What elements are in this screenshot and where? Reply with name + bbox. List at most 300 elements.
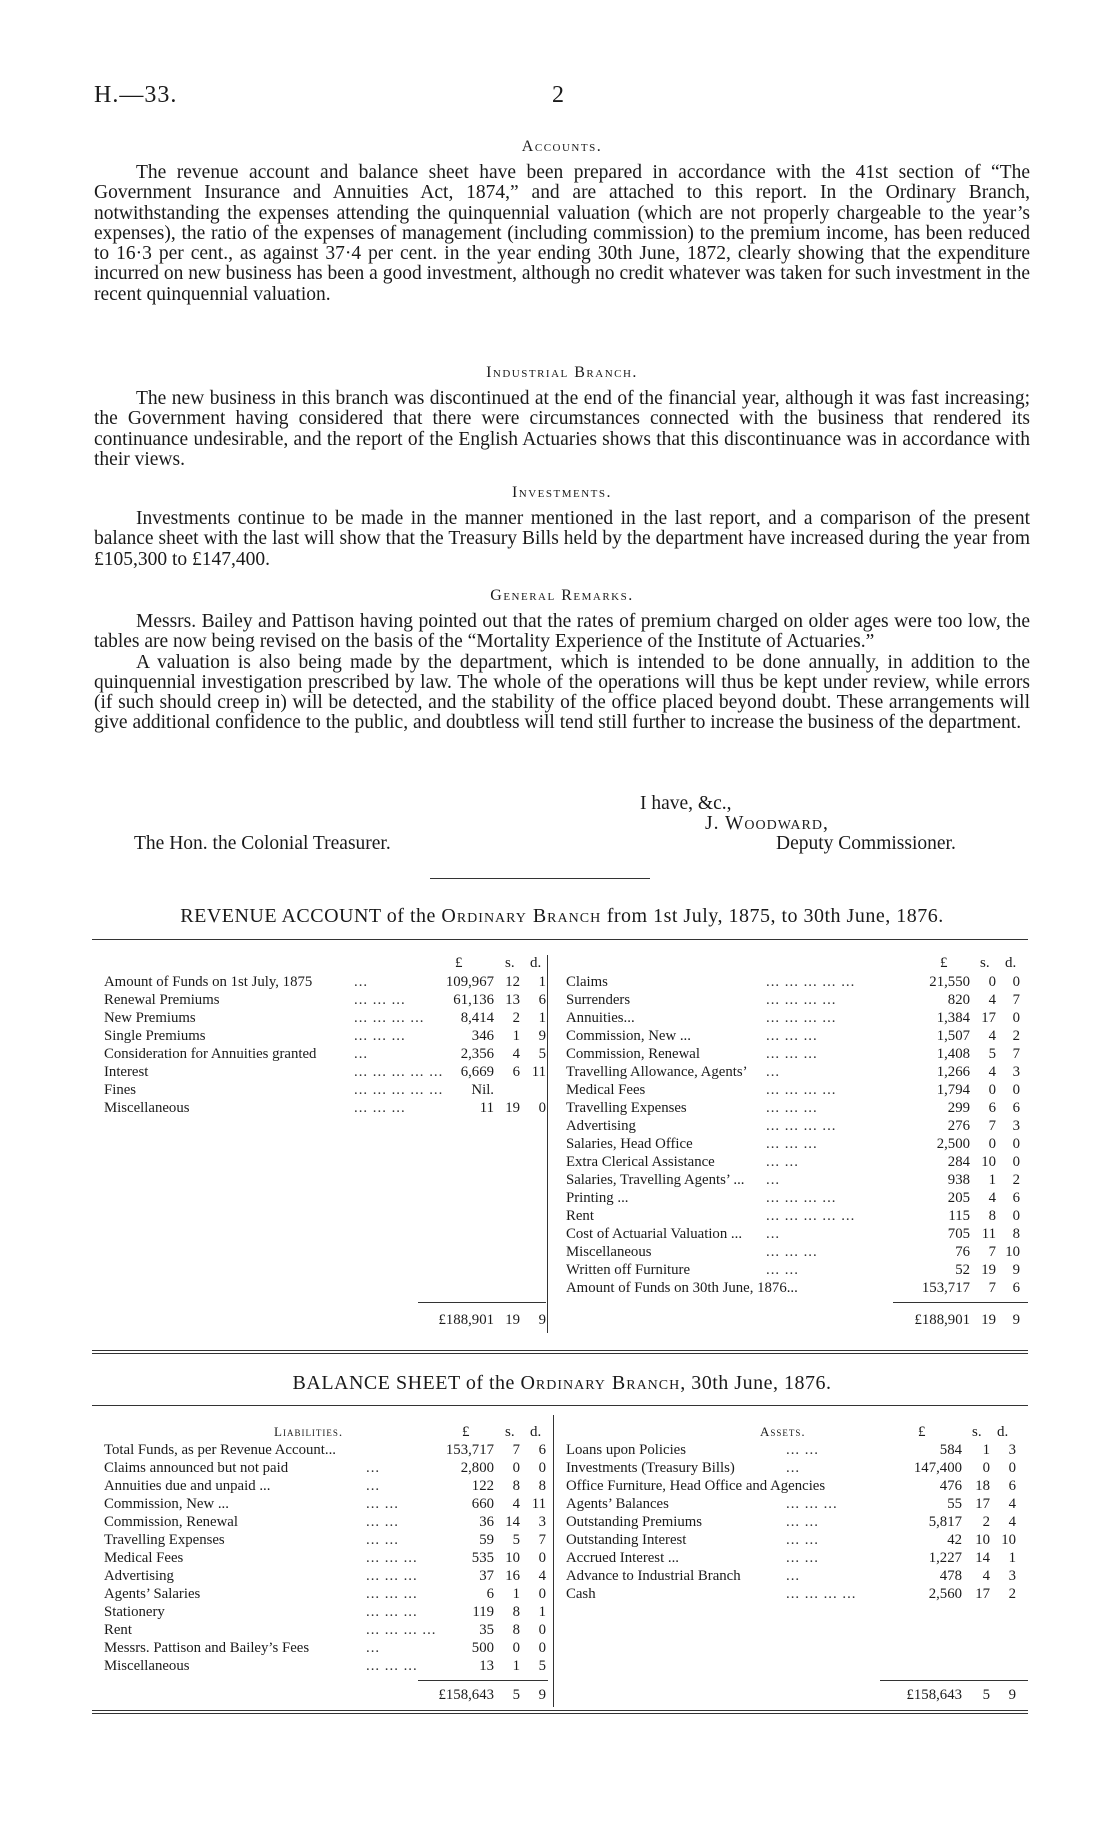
item-pounds: 478 <box>939 1568 962 1584</box>
item-pence: 6 <box>538 992 546 1008</box>
item-label: Renewal Premiums <box>104 992 220 1008</box>
liab-total-rule <box>418 1680 548 1681</box>
leader-dots: ... <box>766 1226 781 1242</box>
revenue-left-total <box>104 1311 549 1329</box>
item-pounds: 42 <box>947 1532 962 1548</box>
item-shillings: 7 <box>512 1442 520 1458</box>
balance-title-suffix: , 30th June, 1876. <box>680 1372 832 1394</box>
item-label: Cost of Actuarial Valuation ... <box>566 1226 743 1242</box>
industrial-heading: Industrial Branch. <box>486 364 638 381</box>
item-shillings: 0 <box>512 1460 520 1476</box>
ledger-row <box>104 1621 549 1639</box>
ledger-row <box>566 1225 1028 1243</box>
item-pence: 3 <box>1012 1118 1020 1134</box>
balance-bottom-rule-2 <box>92 1713 1028 1714</box>
item-shillings: 19 <box>981 1262 996 1278</box>
investments-heading: Investments. <box>511 484 613 501</box>
item-label: Travelling Allowance, Agents’ <box>566 1064 748 1080</box>
revenue-title <box>94 905 1030 928</box>
item-pounds: 284 <box>947 1154 970 1170</box>
item-pounds: 52 <box>955 1262 970 1278</box>
item-pence: 6 <box>538 1442 546 1458</box>
item-shillings: 10 <box>975 1532 990 1548</box>
item-pounds: 36 <box>479 1514 494 1530</box>
item-label: Total Funds, as per Revenue Account... <box>104 1442 336 1458</box>
item-pence: 9 <box>538 1028 546 1044</box>
total-shillings: 5 <box>512 1687 520 1703</box>
item-label: Outstanding Premiums <box>566 1514 703 1530</box>
ledger-row <box>104 1585 549 1603</box>
item-pounds: 1,408 <box>936 1046 970 1062</box>
item-pence: 10 <box>1001 1532 1016 1548</box>
item-shillings: 13 <box>505 992 520 1008</box>
total-shillings: 5 <box>982 1687 990 1703</box>
item-pounds: 660 <box>471 1496 494 1512</box>
item-label: Stationery <box>104 1604 165 1620</box>
item-label: Advance to Industrial Branch <box>566 1568 741 1584</box>
item-pence: 0 <box>1008 1460 1016 1476</box>
item-pence: 11 <box>531 1064 546 1080</box>
item-shillings: 16 <box>505 1568 520 1584</box>
item-pounds: 205 <box>947 1190 970 1206</box>
item-pounds: 476 <box>939 1478 962 1494</box>
item-label: Cash <box>566 1586 596 1602</box>
item-shillings: 1 <box>512 1028 520 1044</box>
item-label: Investments (Treasury Bills) <box>566 1460 735 1476</box>
revenue-left-pence-head: d. <box>530 955 542 971</box>
item-pence: 0 <box>1012 1154 1020 1170</box>
ledger-row <box>104 1063 549 1081</box>
item-pence: 0 <box>1012 1082 1020 1098</box>
liabilities-total <box>104 1686 549 1704</box>
ledger-row <box>566 1495 1028 1513</box>
item-shillings: 0 <box>988 1082 996 1098</box>
item-pounds: 2,356 <box>460 1046 494 1062</box>
balance-center-rule <box>553 1415 554 1707</box>
item-shillings: 4 <box>512 1496 520 1512</box>
liab-shillings-head: s. <box>505 1424 515 1440</box>
item-shillings: 19 <box>505 1100 520 1116</box>
item-pounds: 21,550 <box>929 974 970 990</box>
item-shillings: 2 <box>982 1514 990 1530</box>
leader-dots: ... ... ... <box>354 1028 406 1044</box>
leader-dots: ... ... ... <box>354 992 406 1008</box>
item-pence: 1 <box>538 1604 546 1620</box>
item-shillings: 8 <box>988 1208 996 1224</box>
item-pounds: 122 <box>471 1478 494 1494</box>
item-pence: 8 <box>538 1478 546 1494</box>
item-label: Loans upon Policies <box>566 1442 687 1458</box>
item-label: Amount of Funds on 1st July, 1875 <box>104 974 313 990</box>
item-pence: 4 <box>538 1568 546 1584</box>
ledger-row <box>104 1639 549 1657</box>
leader-dots: ... ... ... <box>766 1244 818 1260</box>
ledger-row <box>104 1567 549 1585</box>
balance-bottom-rule <box>92 1710 1028 1711</box>
item-shillings: 8 <box>512 1622 520 1638</box>
total-pence: 9 <box>538 1312 546 1328</box>
item-pounds: 13 <box>479 1658 494 1674</box>
item-pounds: 1,794 <box>936 1082 970 1098</box>
leader-dots: ... ... ... <box>366 1568 418 1584</box>
item-shillings: 2 <box>512 1010 520 1026</box>
item-label: Miscellaneous <box>566 1244 652 1260</box>
page-header <box>94 82 1034 112</box>
item-pounds: 119 <box>472 1604 494 1620</box>
item-label: Advertising <box>566 1118 636 1134</box>
leader-dots: ... <box>766 1172 781 1188</box>
revenue-right-shillings-head: s. <box>980 955 990 971</box>
leader-dots: ... <box>786 1460 801 1476</box>
revenue-right-total-rule <box>893 1302 1028 1303</box>
item-pounds: 153,717 <box>921 1280 970 1296</box>
leader-dots: ... ... ... <box>786 1496 838 1512</box>
item-pounds: 2,560 <box>928 1586 962 1602</box>
liabilities-list <box>104 1441 549 1675</box>
ledger-row <box>566 1441 1028 1459</box>
item-pence: 4 <box>1008 1514 1016 1530</box>
leader-dots: ... ... ... ... <box>766 992 837 1008</box>
item-pence: 0 <box>538 1100 546 1116</box>
item-pounds: 35 <box>479 1622 494 1638</box>
assets-heading: Assets. <box>760 1424 806 1439</box>
leader-dots: ... ... <box>766 1154 799 1170</box>
item-pounds: 6 <box>486 1586 494 1602</box>
addressee: The Hon. the Colonial Treasurer. <box>134 833 391 854</box>
item-shillings: 0 <box>512 1640 520 1656</box>
total-pounds: £158,643 <box>438 1687 494 1703</box>
leader-dots: ... ... <box>366 1532 399 1548</box>
accounts-paragraph: The revenue account and balance sheet have been prepared in accordance with the 41st section of “The Government Insurance and Annuities Act, 1874,” and are attached to this report. In the Ordinary Branch, notwithstanding the expenses attending the quinquennial valuation (which are not properly chargeable to the year’s expenses), the ratio of the expenses of management (including commission) to the premium income, has been reduced to 16·3 per cent., as against 37·4 per cent. in the year ending 30th June, 1872, clearly showing that the expenditure incurred on new business has been a good investment, although no credit whatever was taken for such investment in the recent quinquennial valuation. <box>94 162 1030 305</box>
item-shillings: 7 <box>988 1280 996 1296</box>
item-pounds: Nil. <box>471 1082 494 1098</box>
item-shillings: 11 <box>981 1226 996 1242</box>
accounts-heading: Accounts. <box>521 138 603 155</box>
ledger-row <box>566 1261 1028 1279</box>
item-label: Advertising <box>104 1568 174 1584</box>
item-pence: 8 <box>1012 1226 1020 1242</box>
ledger-row <box>566 1567 1028 1585</box>
general-paragraph-2: A valuation is also being made by the department, which is intended to be done annually, in addition to the quinquennial investigation prescribed by law. The whole of the operations will thus be kept under review, while errors (if such should creep in) will be detected, and the stability of the office placed beyond doubt. These arrangements will give additional confidence to the public, and doubtless will tend still further to increase the business of the department. <box>94 651 1030 734</box>
total-shillings: 19 <box>981 1312 996 1328</box>
item-shillings: 8 <box>512 1478 520 1494</box>
divider <box>430 878 650 879</box>
ledger-row <box>566 1477 1028 1495</box>
ledger-row <box>566 1171 1028 1189</box>
ledger-row <box>104 1531 549 1549</box>
item-label: Medical Fees <box>104 1550 184 1566</box>
leader-dots: ... ... ... <box>354 1100 406 1116</box>
item-pounds: 1,227 <box>928 1550 962 1566</box>
item-pence: 7 <box>1012 992 1020 1008</box>
item-shillings: 5 <box>512 1532 520 1548</box>
item-pence: 11 <box>531 1496 546 1512</box>
signatory-name: J. Woodward, <box>705 813 829 834</box>
liab-pence-head: d. <box>530 1424 542 1440</box>
leader-dots: ... ... ... <box>766 1028 818 1044</box>
item-shillings: 17 <box>981 1010 996 1026</box>
item-pounds: 8,414 <box>460 1010 494 1026</box>
item-label: Fines <box>104 1082 137 1098</box>
general-heading: General Remarks. <box>490 587 634 604</box>
ledger-row <box>104 973 549 991</box>
revenue-payments <box>566 973 1028 1297</box>
ledger-row <box>104 1045 549 1063</box>
ledger-row <box>104 1477 549 1495</box>
item-label: Claims announced but not paid <box>104 1460 289 1476</box>
item-label: Rent <box>566 1208 594 1224</box>
ledger-row <box>566 1117 1028 1135</box>
item-shillings: 6 <box>988 1100 996 1116</box>
leader-dots: ... ... <box>786 1532 819 1548</box>
leader-dots: ... ... ... ... ... <box>766 1208 856 1224</box>
item-pounds: 1,266 <box>936 1064 970 1080</box>
ledger-row <box>104 1459 549 1477</box>
ledger-row <box>566 1243 1028 1261</box>
ledger-row <box>104 1549 549 1567</box>
item-label: Commission, Renewal <box>104 1514 238 1530</box>
leader-dots: ... ... <box>366 1496 399 1512</box>
liabilities-heading: Liabilities. <box>274 1424 344 1439</box>
item-pence: 5 <box>538 1658 546 1674</box>
balance-title-prefix: BALANCE SHEET of the <box>292 1372 515 1394</box>
balance-title-branch: Ordinary Branch <box>520 1372 681 1394</box>
item-pounds: 2,500 <box>936 1136 970 1152</box>
leader-dots: ... ... ... <box>366 1658 418 1674</box>
ledger-row <box>104 1099 549 1117</box>
item-pence: 6 <box>1012 1100 1020 1116</box>
leader-dots: ... <box>766 1064 781 1080</box>
leader-dots: ... ... ... ... <box>766 1010 837 1026</box>
item-shillings: 4 <box>988 992 996 1008</box>
item-pence: 0 <box>538 1586 546 1602</box>
item-pence: 5 <box>538 1046 546 1062</box>
item-shillings: 4 <box>982 1568 990 1584</box>
revenue-left-pounds-head: £ <box>455 955 463 971</box>
revenue-right-total <box>566 1311 1028 1329</box>
page-number: 2 <box>552 82 564 108</box>
revenue-top-rule <box>92 939 1028 940</box>
asset-total-rule <box>880 1680 1028 1681</box>
leader-dots: ... ... ... ... <box>766 1118 837 1134</box>
asset-pounds-head: £ <box>918 1424 926 1440</box>
revenue-bottom-rule <box>92 1350 1028 1351</box>
industrial-section <box>94 389 1030 470</box>
item-shillings: 10 <box>505 1550 520 1566</box>
item-pounds: 535 <box>471 1550 494 1566</box>
item-shillings: 1 <box>512 1658 520 1674</box>
item-pence: 0 <box>1012 1010 1020 1026</box>
asset-pence-head: d. <box>997 1424 1009 1440</box>
accounts-section <box>94 163 1030 305</box>
total-pence: 9 <box>1012 1312 1020 1328</box>
ledger-row <box>566 1549 1028 1567</box>
leader-dots: ... ... <box>786 1442 819 1458</box>
item-label: Written off Furniture <box>566 1262 691 1278</box>
leader-dots: ... <box>366 1460 381 1476</box>
item-pounds: 11 <box>479 1100 494 1116</box>
item-pounds: 1,507 <box>936 1028 970 1044</box>
total-pounds: £188,901 <box>914 1312 970 1328</box>
item-pounds: 584 <box>939 1442 962 1458</box>
leader-dots: ... ... ... ... <box>354 1010 425 1026</box>
revenue-left-shillings-head: s. <box>505 955 515 971</box>
item-pounds: 59 <box>479 1532 494 1548</box>
item-shillings: 14 <box>505 1514 520 1530</box>
item-pence: 2 <box>1012 1172 1020 1188</box>
leader-dots: ... <box>366 1478 381 1494</box>
leader-dots: ... ... ... <box>766 1100 818 1116</box>
ledger-row <box>566 991 1028 1009</box>
ledger-row <box>566 1585 1028 1603</box>
item-shillings: 4 <box>512 1046 520 1062</box>
item-pence: 1 <box>538 1010 546 1026</box>
item-pounds: 55 <box>947 1496 962 1512</box>
item-pence: 2 <box>1012 1028 1020 1044</box>
item-pence: 2 <box>1008 1586 1016 1602</box>
item-label: Extra Clerical Assistance <box>566 1154 715 1170</box>
leader-dots: ... ... ... <box>366 1604 418 1620</box>
asset-shillings-head: s. <box>972 1424 982 1440</box>
item-pence: 7 <box>538 1532 546 1548</box>
ledger-row <box>566 1279 1028 1297</box>
item-pounds: 346 <box>471 1028 494 1044</box>
ledger-row <box>566 973 1028 991</box>
item-label: Annuities due and unpaid ... <box>104 1478 271 1494</box>
item-label: Commission, New ... <box>104 1496 229 1512</box>
item-shillings: 4 <box>988 1028 996 1044</box>
ledger-row <box>104 1441 549 1459</box>
item-pounds: 153,717 <box>445 1442 494 1458</box>
investments-paragraph: Investments continue to be made in the manner mentioned in the last report, and a comparison of the present balance sheet with the last will show that the Treasury Bills held by the department have increased during the year from £105,300 to £147,400. <box>94 508 1030 570</box>
revenue-receipts <box>104 973 549 1117</box>
ledger-row <box>104 1027 549 1045</box>
item-shillings: 0 <box>982 1460 990 1476</box>
leader-dots: ... <box>354 974 369 990</box>
ledger-row <box>566 1531 1028 1549</box>
item-pence: 0 <box>538 1640 546 1656</box>
item-shillings: 0 <box>988 1136 996 1152</box>
revenue-bottom-rule-2 <box>92 1353 1028 1354</box>
item-shillings: 17 <box>975 1586 990 1602</box>
item-label: Annuities... <box>566 1010 635 1026</box>
item-shillings: 8 <box>512 1604 520 1620</box>
item-label: Salaries, Travelling Agents’ ... <box>566 1172 745 1188</box>
leader-dots: ... <box>354 1046 369 1062</box>
item-pounds: 109,967 <box>445 974 494 990</box>
item-pence: 6 <box>1012 1280 1020 1296</box>
item-pounds: 147,400 <box>913 1460 962 1476</box>
item-shillings: 1 <box>988 1172 996 1188</box>
ledger-row <box>566 1207 1028 1225</box>
item-pounds: 61,136 <box>453 992 494 1008</box>
item-pence: 1 <box>538 974 546 990</box>
revenue-title-prefix: REVENUE ACCOUNT of the <box>180 905 436 927</box>
balance-title <box>94 1372 1030 1395</box>
general-paragraph-1: Messrs. Bailey and Pattison having pointed out that the rates of premium charged on older ages were too low, the tables are now being revised on the basis of the “Mortality Experience of the Institute of Actuaries.” <box>94 611 1030 653</box>
ledger-row <box>566 1045 1028 1063</box>
leader-dots: ... ... <box>786 1514 819 1530</box>
item-shillings: 4 <box>988 1190 996 1206</box>
item-shillings: 5 <box>988 1046 996 1062</box>
ledger-row <box>104 1495 549 1513</box>
item-label: Salaries, Head Office <box>566 1136 693 1152</box>
item-shillings: 14 <box>975 1550 990 1566</box>
revenue-left-total-rule <box>418 1302 546 1303</box>
item-shillings: 6 <box>512 1064 520 1080</box>
item-pence: 3 <box>1008 1568 1016 1584</box>
item-shillings: 17 <box>975 1496 990 1512</box>
investments-section <box>94 509 1030 570</box>
item-label: Travelling Expenses <box>566 1100 687 1116</box>
item-pence: 0 <box>538 1622 546 1638</box>
total-pounds: £158,643 <box>906 1687 962 1703</box>
item-pence: 3 <box>1012 1064 1020 1080</box>
leader-dots: ... ... ... ... <box>366 1622 437 1638</box>
item-pounds: 938 <box>947 1172 970 1188</box>
leader-dots: ... ... <box>766 1262 799 1278</box>
ledger-row <box>104 1603 549 1621</box>
ledger-row <box>104 1009 549 1027</box>
signatory-title: Deputy Commissioner. <box>776 833 956 854</box>
item-pence: 10 <box>1005 1244 1020 1260</box>
leader-dots: ... <box>786 1568 801 1584</box>
item-shillings: 7 <box>988 1118 996 1134</box>
item-pounds: 37 <box>479 1568 494 1584</box>
ledger-row <box>104 991 549 1009</box>
item-pounds: 1,384 <box>936 1010 970 1026</box>
item-pence: 3 <box>538 1514 546 1530</box>
revenue-right-pounds-head: £ <box>940 955 948 971</box>
leader-dots: ... ... ... <box>366 1586 418 1602</box>
balance-top-rule <box>92 1405 1028 1406</box>
item-pounds: 115 <box>948 1208 970 1224</box>
revenue-right-pence-head: d. <box>1005 955 1017 971</box>
item-pence: 0 <box>538 1550 546 1566</box>
ledger-row <box>104 1513 549 1531</box>
item-label: Single Premiums <box>104 1028 206 1044</box>
ledger-row <box>566 1135 1028 1153</box>
item-pounds: 6,669 <box>460 1064 494 1080</box>
item-pounds: 299 <box>947 1100 970 1116</box>
assets-total <box>566 1686 1028 1704</box>
ledger-row <box>566 1081 1028 1099</box>
item-label: Claims <box>566 974 608 990</box>
item-shillings: 0 <box>988 974 996 990</box>
item-label: New Premiums <box>104 1010 196 1026</box>
item-pounds: 76 <box>955 1244 970 1260</box>
item-label: Travelling Expenses <box>104 1532 225 1548</box>
item-label: Consideration for Annuities granted <box>104 1046 317 1062</box>
total-pounds: £188,901 <box>438 1312 494 1328</box>
item-label: Medical Fees <box>566 1082 646 1098</box>
item-shillings: 1 <box>512 1586 520 1602</box>
item-label: Miscellaneous <box>104 1658 190 1674</box>
item-pounds: 2,800 <box>460 1460 494 1476</box>
item-label: Agents’ Balances <box>566 1496 669 1512</box>
item-pence: 0 <box>538 1460 546 1476</box>
leader-dots: ... ... <box>786 1550 819 1566</box>
item-pence: 9 <box>1012 1262 1020 1278</box>
item-label: Accrued Interest ... <box>566 1550 679 1566</box>
ledger-row <box>566 1063 1028 1081</box>
leader-dots: ... ... ... <box>766 1136 818 1152</box>
item-label: Office Furniture, Head Office and Agencies <box>566 1478 826 1494</box>
industrial-paragraph: The new business in this branch was discontinued at the end of the financial year, although it was fast increasing; the Government having considered that there were circumstances connected with the business that rendered its continuance undesirable, and the report of the English Actuaries shows that this discontinuance was in accordance with their views. <box>94 388 1030 470</box>
item-pence: 0 <box>1012 1136 1020 1152</box>
item-label: Surrenders <box>566 992 631 1008</box>
leader-dots: ... ... ... ... ... <box>354 1064 444 1080</box>
